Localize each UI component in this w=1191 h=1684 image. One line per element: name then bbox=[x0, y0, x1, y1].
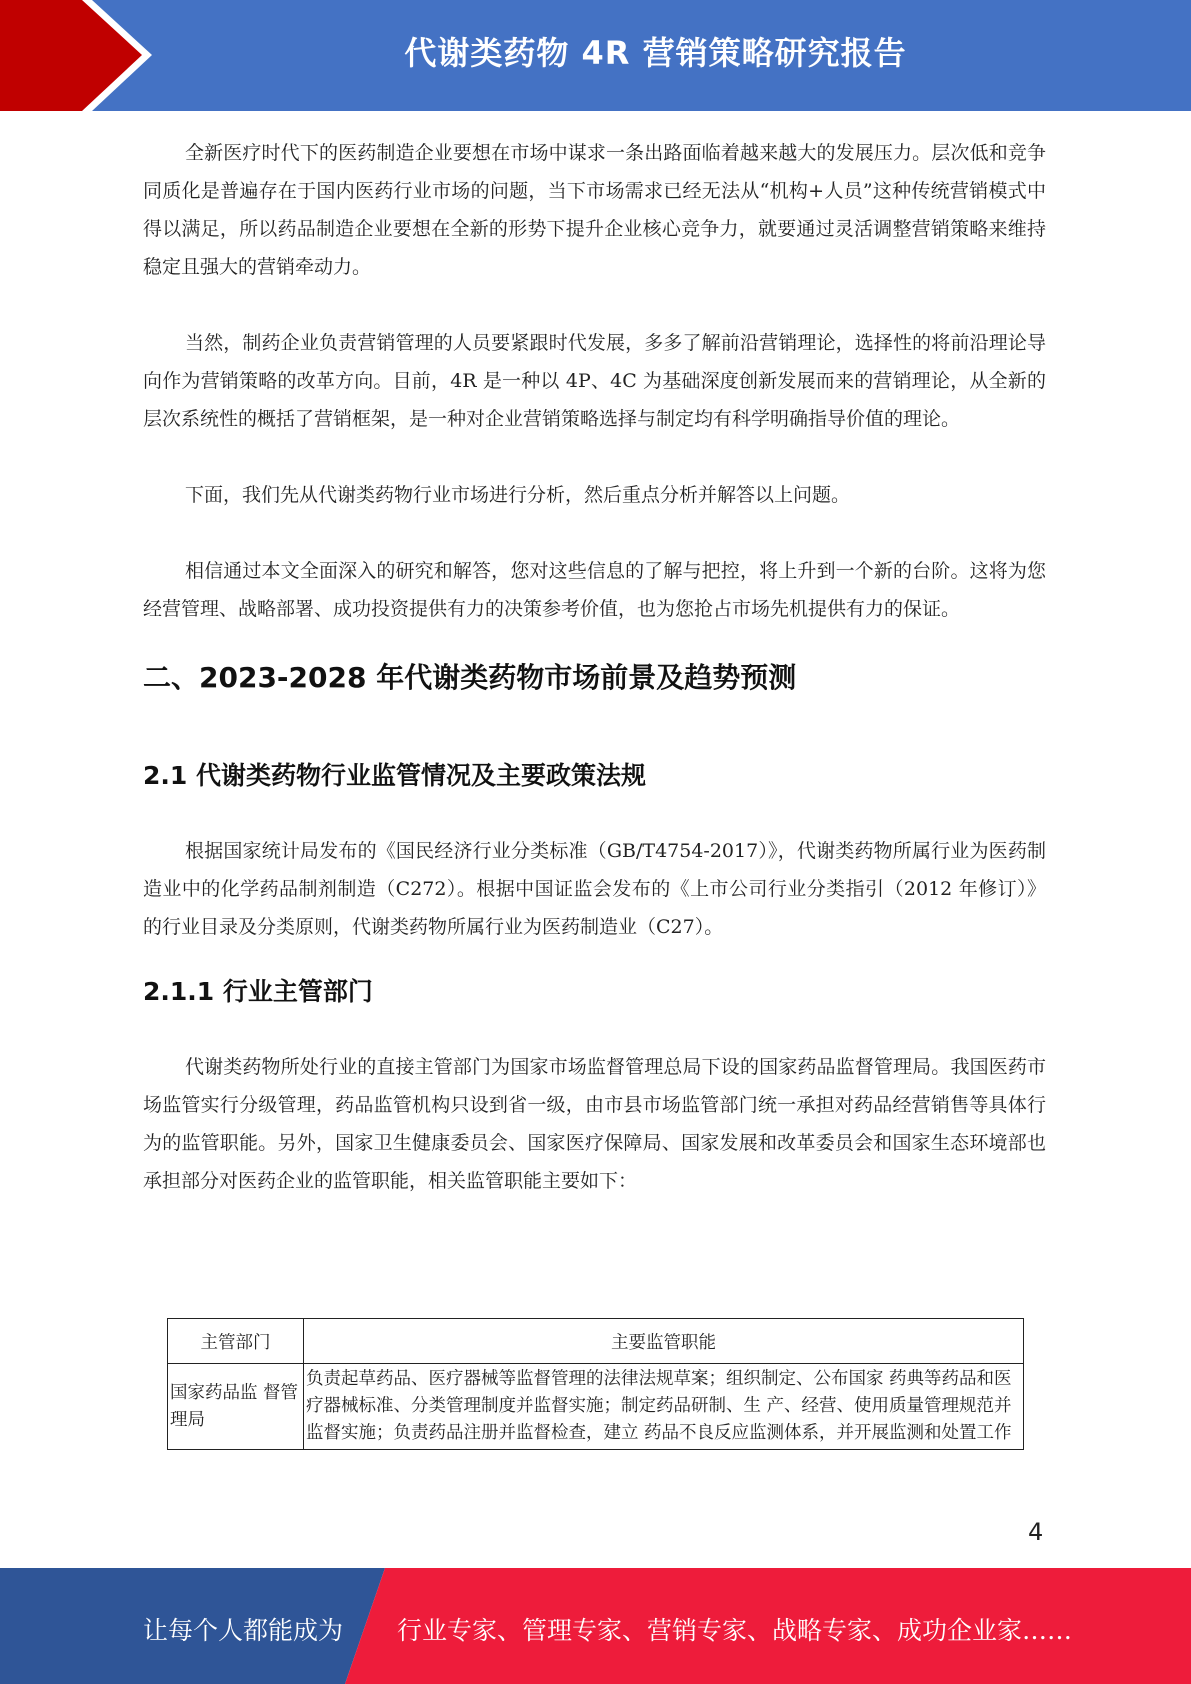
footer-slogan-right: 行业专家、管理专家、营销专家、战略专家、成功企业家…… bbox=[397, 1616, 1073, 1645]
subsubsection-heading: 2.1.1 行业主管部门 bbox=[143, 977, 373, 1006]
table-cell-dept: 国家药品监 督管理局 bbox=[168, 1364, 304, 1450]
regulator-table-wrap bbox=[167, 1318, 1024, 1470]
subsection-heading: 2.1 代谢类药物行业监管情况及主要政策法规 bbox=[143, 761, 646, 790]
paragraph-industry-classification: 根据国家统计局发布的《国民经济行业分类标准（GB/T4754-2017）》，代谢类药物所属行业为医药制造业中的化学药品制剂制造（C272）。根据中国证监会发布的《上市公司行业分类指引（2012 年修订）》的行业目录及分类原则，代谢类药物所属行业为医药制造业（C27）。 bbox=[143, 840, 1046, 938]
footer-banner bbox=[0, 1568, 1191, 1684]
paragraph-4r-theory: 当然，制药企业负责营销管理的人员要紧跟时代发展，多多了解前沿营销理论，选择性的将前沿理论导向作为营销策略的改革方向。目前，4R 是一种以 4P、4C 为基础深度创新发展而来的营销理论，从全新的层次系统性的概括了营销框架，是一种对企业营销策略选择与制定均有科学明确指导价值的理论。 bbox=[143, 332, 1046, 430]
table-header-dept: 主管部门 bbox=[168, 1319, 304, 1364]
page-number: 4 bbox=[1028, 1518, 1044, 1546]
page-content bbox=[143, 134, 1046, 1238]
table-header-duty: 主要监管职能 bbox=[304, 1319, 1024, 1364]
report-title: 代谢类药物 4R 营销策略研究报告 bbox=[404, 34, 907, 72]
regulator-table bbox=[167, 1318, 1024, 1450]
table-header-row bbox=[168, 1319, 1024, 1364]
table-cell-duty: 负责起草药品、医疗器械等监督管理的法律法规草案；组织制定、公布国家 药典等药品和医疗器械标准、分类管理制度并监督实施；制定药品研制、生 产、经营、使用质量管理规范并监督实施；负责药品注册并监督检查，建立 药品不良反应监测体系，并开展监测和处置工作 bbox=[304, 1364, 1024, 1450]
paragraph-analysis-plan: 下面，我们先从代谢类药物行业市场进行分析，然后重点分析并解答以上问题。 bbox=[185, 484, 851, 506]
section-heading: 二、2023-2028 年代谢类药物市场前景及趋势预测 bbox=[143, 661, 797, 694]
paragraph-regulators: 代谢类药物所处行业的直接主管部门为国家市场监督管理总局下设的国家药品监督管理局。我国医药市场监管实行分级管理，药品监管机构只设到省一级，由市县市场监管部门统一承担对药品经营销售等具体行为的监管职能。另外，国家卫生健康委员会、国家医疗保障局、国家发展和改革委员会和国家生态环境部也承担部分对医药企业的监管职能，相关监管职能主要如下： bbox=[143, 1056, 1046, 1192]
paragraph-value: 相信通过本文全面深入的研究和解答，您对这些信息的了解与把控，将上升到一个新的台阶。这将为您经营管理、战略部署、成功投资提供有力的决策参考价值，也为您抢占市场先机提供有力的保证。 bbox=[143, 560, 1046, 620]
paragraph-intro: 全新医疗时代下的医药制造企业要想在市场中谋求一条出路面临着越来越大的发展压力。层次低和竞争同质化是普遍存在于国内医药行业市场的问题，当下市场需求已经无法从“机构+人员”这种传统营销模式中得以满足，所以药品制造企业要想在全新的形势下提升企业核心竞争力，就要通过灵活调整营销策略来维持稳定且强大的营销牵动力。 bbox=[143, 142, 1046, 278]
table-row bbox=[168, 1364, 1024, 1450]
header-bar bbox=[0, 0, 1191, 111]
footer-slogan-left: 让每个人都能成为 bbox=[143, 1616, 344, 1645]
